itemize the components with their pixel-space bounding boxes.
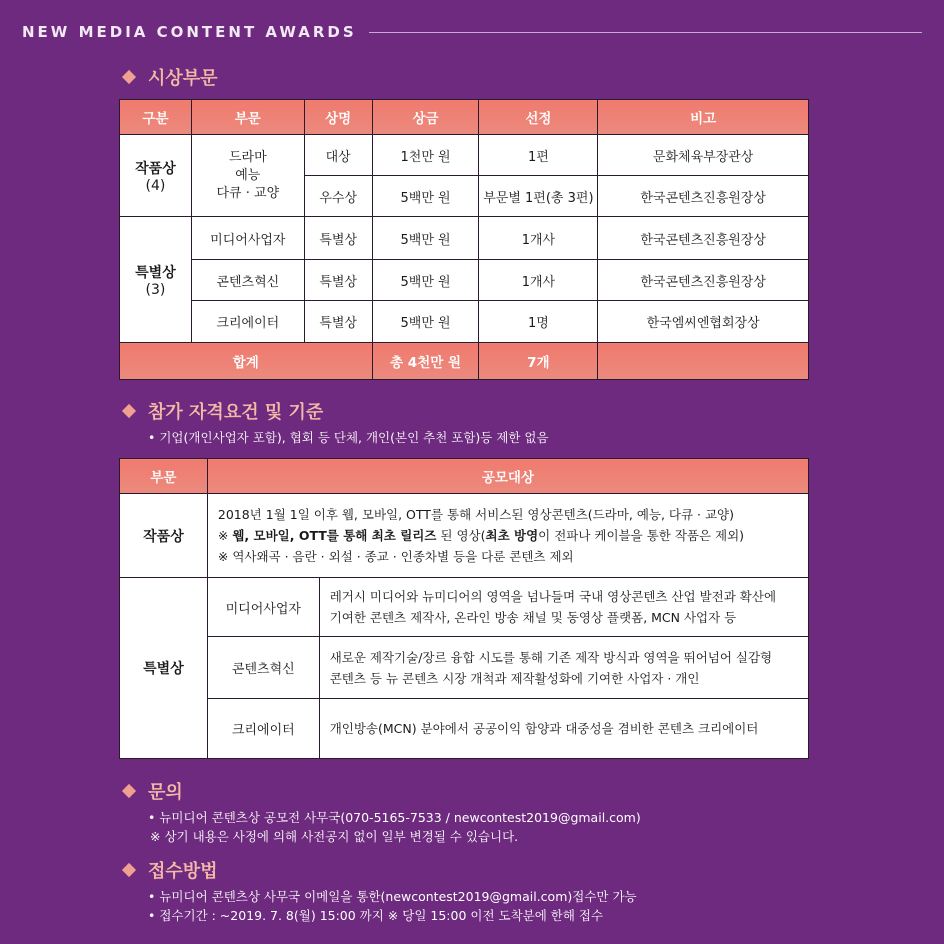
header-divider (369, 32, 922, 33)
table-row (120, 135, 809, 176)
award-category: 크리에이터 (191, 301, 304, 343)
total-prize: 총 4천만 원 (372, 343, 479, 380)
award-prize: 5백만 원 (372, 217, 479, 260)
special-award-cell (120, 217, 192, 343)
contact-notice: ※ 상기 내용은 사정에 의해 사전공지 없이 일부 변경될 수 있습니다. (150, 829, 519, 844)
eligibility-note: • 기업(개인사업자 포함), 협회 등 단체, 개인(본인 추천 포함)등 제한 없음 (148, 430, 549, 445)
award-note: 한국엠씨엔협회장상 (598, 301, 809, 343)
category-line: 드라마 (228, 149, 267, 165)
awards-header-row (120, 100, 809, 135)
award-prize: 5백만 원 (372, 260, 479, 301)
table-row (120, 301, 809, 343)
header-cell: 비고 (598, 100, 809, 135)
submission-period: • 접수기간 : ~2019. 7. 8(월) 15:00 까지 ※ 당일 15:00 이전 도착분에 한해 접수 (148, 908, 604, 923)
category-line: 다큐 · 교양 (216, 185, 280, 201)
category-line: 예능 (235, 167, 261, 183)
work-line: ※ 역사왜곡 · 음란 · 외설 · 종교 · 인종차별 등을 다룬 콘텐츠 제외 (217, 549, 574, 564)
special-description (319, 699, 808, 759)
table-row (120, 494, 809, 578)
table-row (120, 637, 809, 699)
header-cell: 상명 (304, 100, 372, 135)
special-award-label: 특별상 (135, 264, 176, 281)
award-prize: 1천만 원 (372, 135, 479, 176)
header-cell: 구분 (120, 100, 192, 135)
header-title: NEW MEDIA CONTENT AWARDS (22, 23, 357, 41)
work-label: 작품상 (120, 494, 208, 578)
special-category: 크리에이터 (207, 699, 319, 759)
desc-line: 개인방송(MCN) 분야에서 공공이익 함양과 대중성을 겸비한 콘텐츠 크리에이터 (329, 721, 759, 736)
award-note: 한국콘텐츠진흥원장상 (598, 217, 809, 260)
awards-table (119, 99, 809, 380)
award-name: 특별상 (304, 217, 372, 260)
work-line (218, 525, 808, 546)
work-award-label: 작품상 (135, 160, 176, 177)
award-category: 미디어사업자 (191, 217, 304, 260)
special-category: 미디어사업자 (207, 578, 319, 637)
section-awards-label: 시상부문 (148, 68, 218, 89)
award-prize: 5백만 원 (372, 301, 479, 343)
award-name: 특별상 (304, 301, 372, 343)
award-select: 부문별 1편(총 3편) (479, 176, 598, 217)
work-description (207, 494, 808, 578)
special-description (319, 578, 808, 637)
desc-line: 콘텐츠 등 뉴 콘텐츠 시장 개척과 제작활성화에 기여한 사업자 · 개인 (329, 670, 700, 686)
award-select: 1편 (479, 135, 598, 176)
special-award-count: (3) (145, 281, 166, 298)
diamond-bullet-icon (122, 404, 136, 418)
award-name: 우수상 (304, 176, 372, 217)
work-line-prefix: ※ (217, 528, 233, 543)
table-row (120, 260, 809, 301)
work-line-mid: 된 영상( (436, 528, 486, 543)
award-category: 콘텐츠혁신 (191, 260, 304, 301)
award-name: 특별상 (304, 260, 372, 301)
award-note: 한국콘텐츠진흥원장상 (598, 176, 809, 217)
special-label: 특별상 (120, 578, 208, 759)
total-row (120, 343, 809, 380)
section-awards-title (122, 64, 218, 90)
header-cell: 상금 (372, 100, 479, 135)
work-award-cell (120, 135, 192, 217)
special-description (319, 637, 808, 699)
header (22, 20, 922, 44)
header-cell: 부문 (191, 100, 304, 135)
work-line-bold: 최초 방영 (485, 528, 539, 543)
award-name: 대상 (304, 135, 372, 176)
total-label: 합계 (120, 343, 373, 380)
award-note: 한국콘텐츠진흥원장상 (598, 260, 809, 301)
diamond-bullet-icon (122, 863, 136, 877)
work-category-cell (191, 135, 304, 217)
submission-line: • 뉴미디어 콘텐츠상 사무국 이메일을 통한(newcontest2019@gmail.com)접수만 가능 (148, 889, 637, 904)
desc-line: 레거시 미디어와 뉴미디어의 영역을 넘나들며 국내 영상콘텐츠 산업 발전과 확산에 (329, 589, 777, 604)
total-empty (598, 343, 809, 380)
award-prize: 5백만 원 (372, 176, 479, 217)
section-eligibility-title (122, 398, 323, 424)
section-contact-label: 문의 (148, 782, 183, 803)
desc-line: 기여한 콘텐츠 제작사, 온라인 방송 채널 및 동영상 플랫폼, MCN 사업자 등 (329, 610, 737, 625)
criteria-table (119, 458, 809, 759)
special-category: 콘텐츠혁신 (207, 637, 319, 699)
section-eligibility-label: 참가 자격요건 및 기준 (148, 402, 324, 423)
section-submission-label: 접수방법 (148, 861, 218, 882)
header-cell: 부문 (120, 459, 208, 494)
section-contact-title (122, 778, 183, 804)
header-cell: 선정 (479, 100, 598, 135)
section-submission-title (122, 857, 218, 883)
diamond-bullet-icon (122, 784, 136, 798)
award-select: 1개사 (479, 260, 598, 301)
diamond-bullet-icon (122, 70, 136, 84)
award-note: 문화체육부장관상 (598, 135, 809, 176)
criteria-header-row (120, 459, 809, 494)
total-count: 7개 (479, 343, 598, 380)
work-line-suffix: 이 전파나 케이블을 통한 작품은 제외) (538, 528, 745, 543)
award-select: 1명 (479, 301, 598, 343)
table-row (120, 699, 809, 759)
work-line: 2018년 1월 1일 이후 웹, 모바일, OTT를 통해 서비스된 영상콘텐츠(드라마, 예능, 다큐 · 교양) (217, 507, 735, 522)
contact-line: • 뉴미디어 콘텐츠상 공모전 사무국(070-5165-7533 / newcontest2019@gmail.com) (148, 810, 641, 825)
award-select: 1개사 (479, 217, 598, 260)
table-row (120, 217, 809, 260)
header-cell: 공모대상 (207, 459, 808, 494)
table-row (120, 578, 809, 637)
desc-line: 새로운 제작기술/장르 융합 시도를 통해 기존 제작 방식과 영역을 뛰어넘어 실감형 (329, 649, 773, 665)
work-line-bold: 웹, 모바일, OTT를 통해 최초 릴리즈 (232, 528, 437, 543)
work-award-count: (4) (145, 177, 166, 194)
